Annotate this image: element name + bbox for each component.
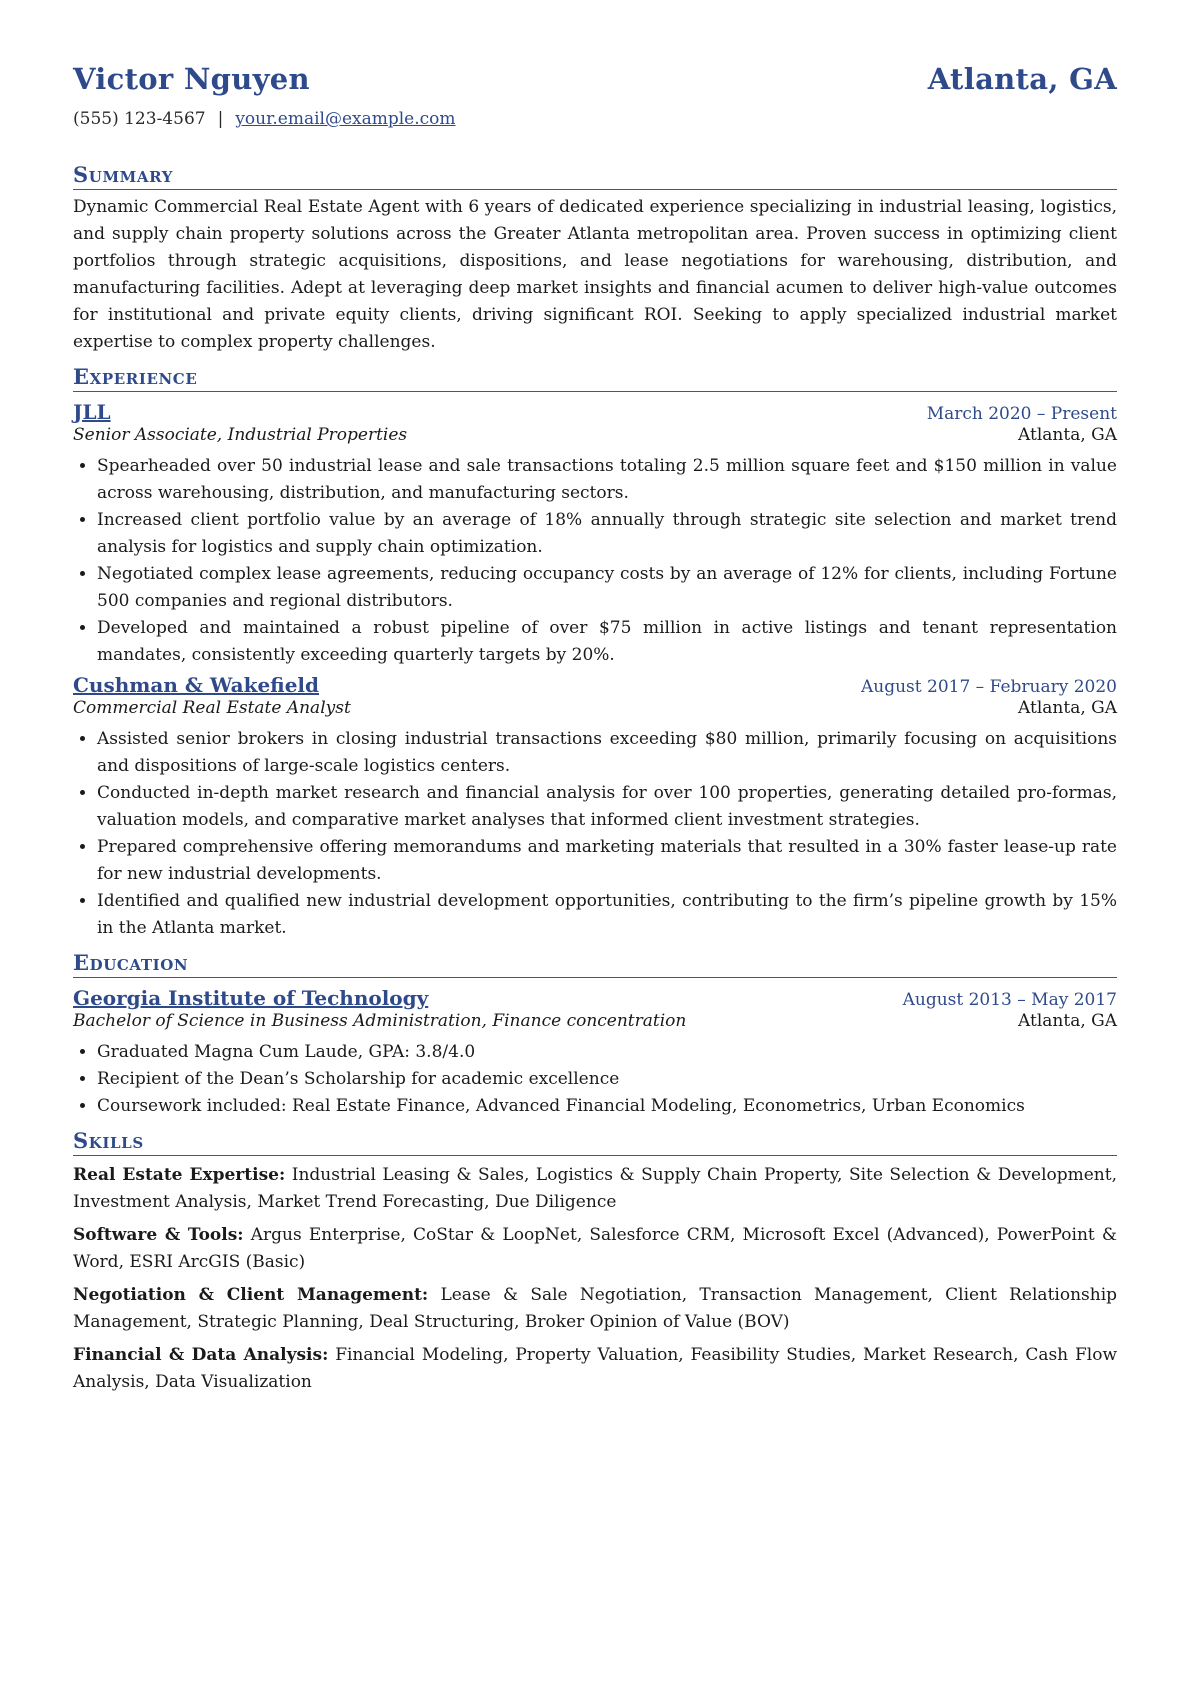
resume-header: [73, 0, 1117, 162]
summary-section: [73, 162, 1117, 356]
job-location: Atlanta, GA: [1018, 698, 1117, 718]
skill-group-financial: [73, 1342, 1117, 1396]
bullet-item: • Negotiated complex lease agreements, reducing occupancy costs by an average of 12% for clients, including Fortune 500 companies and regional distributors.: [97, 561, 1117, 615]
school-location: Atlanta, GA: [1018, 1011, 1117, 1031]
phone-number: (555) 123-4567: [73, 109, 206, 129]
job-entry-jll: [73, 400, 1117, 669]
degree: Bachelor of Science in Business Administration, Finance concentration: [73, 1011, 687, 1031]
job-bullets: [73, 726, 1117, 942]
bullet-item: • Conducted in-depth market research and financial analysis for over 100 properties, generating detailed pro-formas, valuation models, and comparative market analyses that informed client investment strategies.: [97, 780, 1117, 834]
job-dates: March 2020 – Present: [926, 404, 1117, 424]
summary-text: Dynamic Commercial Real Estate Agent with 6 years of dedicated experience specializing in industrial leasing, logistics, and supply chain property solutions across the Greater Atlanta metropolitan area. Proven success in optimizing client portfolios through strategic acquisitions, dispositions, and lease negotiations for warehousing, distribution, and manufacturing facilities. Adept at leveraging deep market insights and financial acumen to deliver high-value outcomes for institutional and private equity clients, driving significant ROI. Seeking to apply specialized industrial market expertise to complex property challenges.: [73, 197, 1117, 352]
bullet-item: • Spearheaded over 50 industrial lease and sale transactions totaling 2.5 million square feet and $150 million in value across warehousing, distribution, and manufacturing sectors.: [97, 453, 1117, 507]
skill-group-software: [73, 1222, 1117, 1276]
skill-group-label: Software & Tools:: [73, 1225, 244, 1245]
education-heading: Education: [73, 950, 1117, 978]
bullet-item: • Prepared comprehensive offering memorandums and marketing materials that resulted in a 30% faster lease-up rate for new industrial developments.: [97, 834, 1117, 888]
skill-group-text: Industrial Leasing & Sales, Logistics & Supply Chain Property, Site Selection & Development, Investment Analysis, Market Trend Forecasting, Due Diligence: [73, 1165, 1117, 1212]
bullet-item: • Recipient of the Dean’s Scholarship for academic excellence: [97, 1066, 1117, 1093]
education-bullets: [73, 1039, 1117, 1120]
contact-line: [73, 109, 456, 129]
job-title: Commercial Real Estate Analyst: [73, 698, 351, 718]
summary-heading: Summary: [73, 162, 1117, 190]
education-dates: August 2013 – May 2017: [902, 990, 1117, 1010]
experience-section: [73, 364, 1117, 942]
bullet-item: • Identified and qualified new industrial development opportunities, contributing to the firm’s pipeline growth by 15% in the Atlanta market.: [97, 888, 1117, 942]
skill-group-label: Financial & Data Analysis:: [73, 1345, 329, 1365]
skill-group-text: Lease & Sale Negotiation, Transaction Management, Client Relationship Management, Strategic Planning, Deal Structuring, Broker Opinion of Value (BOV): [73, 1285, 1118, 1332]
job-bullets: [73, 453, 1117, 669]
skill-group-text: Financial Modeling, Property Valuation, Feasibility Studies, Market Research, Cash Flow Analysis, Data Visualization: [73, 1345, 1117, 1392]
contact-separator: |: [217, 109, 224, 129]
skill-group-label: Real Estate Expertise:: [73, 1165, 286, 1185]
skill-group-real-estate: [73, 1162, 1117, 1216]
candidate-location: Atlanta, GA: [927, 62, 1117, 96]
job-dates: August 2017 – February 2020: [860, 677, 1117, 697]
skill-group-text: Argus Enterprise, CoStar & LoopNet, Salesforce CRM, Microsoft Excel (Advanced), PowerPoint & Word, ESRI ArcGIS (Basic): [73, 1225, 1118, 1272]
bullet-item: • Coursework included: Real Estate Finance, Advanced Financial Modeling, Econometrics, Urban Economics: [97, 1093, 1117, 1120]
bullet-item: • Developed and maintained a robust pipeline of over $75 million in active listings and tenant representation mandates, consistently exceeding quarterly targets by 20%.: [97, 615, 1117, 669]
job-title: Senior Associate, Industrial Properties: [73, 425, 408, 445]
employer-link-cushman-wakefield[interactable]: Cushman & Wakefield: [73, 673, 320, 697]
employer-link-jll[interactable]: JLL: [73, 400, 111, 424]
job-location: Atlanta, GA: [1018, 425, 1117, 445]
experience-heading: Experience: [73, 364, 1117, 392]
candidate-name: Victor Nguyen: [73, 62, 310, 96]
email-link[interactable]: your.email@example.com: [235, 109, 456, 129]
skill-group-label: Negotiation & Client Management:: [73, 1285, 429, 1305]
skill-group-negotiation: [73, 1282, 1117, 1336]
bullet-item: • Graduated Magna Cum Laude, GPA: 3.8/4.0: [97, 1039, 1117, 1066]
skills-heading: Skills: [73, 1128, 1117, 1156]
education-entry: [73, 986, 1117, 1120]
skills-section: [73, 1128, 1117, 1396]
bullet-item: • Increased client portfolio value by an average of 18% annually through strategic site selection and market trend analysis for logistics and supply chain optimization.: [97, 507, 1117, 561]
bullet-item: • Assisted senior brokers in closing industrial transactions exceeding $80 million, primarily focusing on acquisitions and dispositions of large-scale logistics centers.: [97, 726, 1117, 780]
job-entry-cushman: [73, 673, 1117, 942]
school-link[interactable]: Georgia Institute of Technology: [73, 986, 429, 1010]
education-section: [73, 950, 1117, 1120]
